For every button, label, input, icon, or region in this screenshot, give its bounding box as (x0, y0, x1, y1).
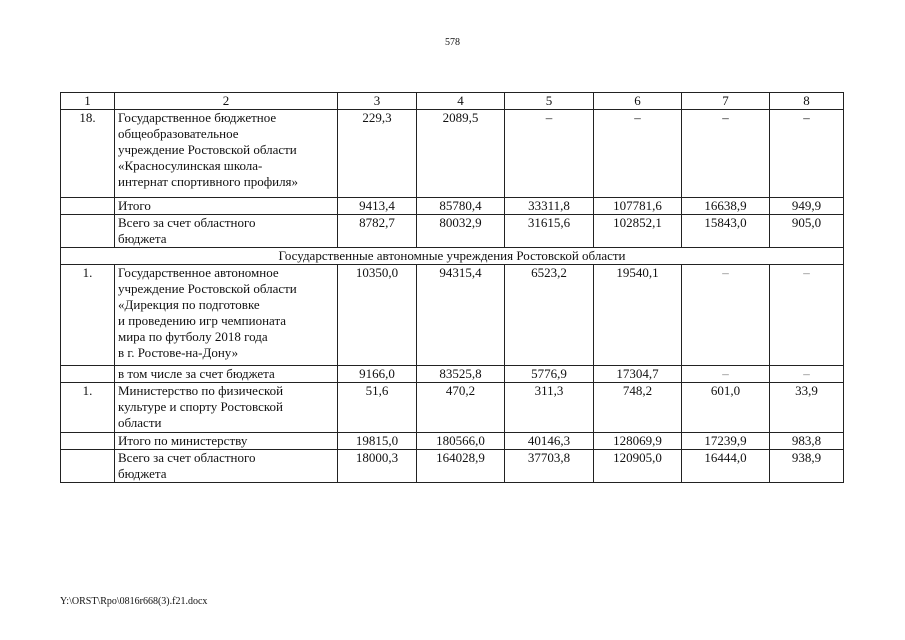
row-number-cell: 1. (61, 265, 115, 366)
header-cell-8: 8 (770, 93, 844, 110)
value-cell-col-5: 5776,9 (505, 366, 594, 383)
table-row (61, 366, 844, 383)
value-cell-col-5: 40146,3 (505, 433, 594, 450)
header-cell-4: 4 (417, 93, 505, 110)
page-number: 578 (445, 37, 460, 48)
header-cell-5: 5 (505, 93, 594, 110)
value-cell-col-4: 80032,9 (417, 215, 505, 248)
value-cell-col-7: – (682, 265, 770, 366)
row-number-cell (61, 198, 115, 215)
row-label-cell: Итого (115, 198, 338, 215)
value-cell-col-8: 983,8 (770, 433, 844, 450)
value-cell-col-4: 180566,0 (417, 433, 505, 450)
row-label-cell: Государственное бюджетное общеобразовательное учреждение Ростовской области «Красносулинская школа- интернат спортивного профиля» (115, 110, 338, 198)
value-cell-col-4: 2089,5 (417, 110, 505, 198)
row-number-cell (61, 433, 115, 450)
value-cell-col-8: 949,9 (770, 198, 844, 215)
value-cell-col-8: 938,9 (770, 450, 844, 483)
value-cell-col-8: 905,0 (770, 215, 844, 248)
row-number-cell (61, 366, 115, 383)
table-row (61, 383, 844, 433)
value-cell-col-7: 16444,0 (682, 450, 770, 483)
header-cell-1: 1 (61, 93, 115, 110)
value-cell-col-5: 33311,8 (505, 198, 594, 215)
value-cell-col-6: – (594, 110, 682, 198)
value-cell-col-3: 229,3 (338, 110, 417, 198)
row-label-cell: Итого по министерству (115, 433, 338, 450)
value-cell-col-3: 10350,0 (338, 265, 417, 366)
value-cell-col-7: – (682, 110, 770, 198)
value-cell-col-7: 15843,0 (682, 215, 770, 248)
value-cell-col-3: 8782,7 (338, 215, 417, 248)
row-label-cell: Государственное автономное учреждение Ростовской области «Дирекция по подготовке и проведению игр чемпионата мира по футболу 2018 года в г. Ростове-на-Дону» (115, 265, 338, 366)
value-cell-col-7: 601,0 (682, 383, 770, 433)
value-cell-col-6: 107781,6 (594, 198, 682, 215)
budget-table (60, 92, 844, 483)
row-label-cell: Всего за счет областного бюджета (115, 215, 338, 248)
value-cell-col-5: 6523,2 (505, 265, 594, 366)
table-row (61, 450, 844, 483)
value-cell-col-8: – (770, 366, 844, 383)
value-cell-col-5: – (505, 110, 594, 198)
header-row (61, 93, 844, 110)
value-cell-col-3: 18000,3 (338, 450, 417, 483)
row-label-cell: Всего за счет областного бюджета (115, 450, 338, 483)
table-row (61, 110, 844, 198)
value-cell-col-6: 19540,1 (594, 265, 682, 366)
file-path-footer: Y:\ORST\Rpo\0816r668(3).f21.docx (60, 596, 208, 607)
row-number-cell: 1. (61, 383, 115, 433)
row-number-cell: 18. (61, 110, 115, 198)
value-cell-col-6: 128069,9 (594, 433, 682, 450)
value-cell-col-4: 85780,4 (417, 198, 505, 215)
value-cell-col-5: 37703,8 (505, 450, 594, 483)
header-cell-6: 6 (594, 93, 682, 110)
value-cell-col-7: 17239,9 (682, 433, 770, 450)
header-cell-7: 7 (682, 93, 770, 110)
section-heading: Государственные автономные учреждения Ростовской области (61, 248, 844, 265)
header-cell-2: 2 (115, 93, 338, 110)
value-cell-col-3: 19815,0 (338, 433, 417, 450)
section-heading-row (61, 248, 844, 265)
table-row (61, 198, 844, 215)
value-cell-col-8: – (770, 110, 844, 198)
value-cell-col-4: 83525,8 (417, 366, 505, 383)
value-cell-col-5: 31615,6 (505, 215, 594, 248)
row-label-cell: в том числе за счет бюджета (115, 366, 338, 383)
value-cell-col-3: 9166,0 (338, 366, 417, 383)
value-cell-col-7: 16638,9 (682, 198, 770, 215)
table-row (61, 433, 844, 450)
value-cell-col-5: 311,3 (505, 383, 594, 433)
value-cell-col-6: 120905,0 (594, 450, 682, 483)
row-number-cell (61, 215, 115, 248)
row-label-cell: Министерство по физической культуре и спорту Ростовской области (115, 383, 338, 433)
table-row (61, 215, 844, 248)
value-cell-col-4: 470,2 (417, 383, 505, 433)
row-number-cell (61, 450, 115, 483)
value-cell-col-3: 9413,4 (338, 198, 417, 215)
value-cell-col-8: – (770, 265, 844, 366)
value-cell-col-6: 748,2 (594, 383, 682, 433)
value-cell-col-3: 51,6 (338, 383, 417, 433)
header-cell-3: 3 (338, 93, 417, 110)
table-row (61, 265, 844, 366)
table-body (61, 110, 844, 483)
value-cell-col-8: 33,9 (770, 383, 844, 433)
value-cell-col-7: – (682, 366, 770, 383)
value-cell-col-6: 102852,1 (594, 215, 682, 248)
value-cell-col-4: 94315,4 (417, 265, 505, 366)
value-cell-col-4: 164028,9 (417, 450, 505, 483)
value-cell-col-6: 17304,7 (594, 366, 682, 383)
